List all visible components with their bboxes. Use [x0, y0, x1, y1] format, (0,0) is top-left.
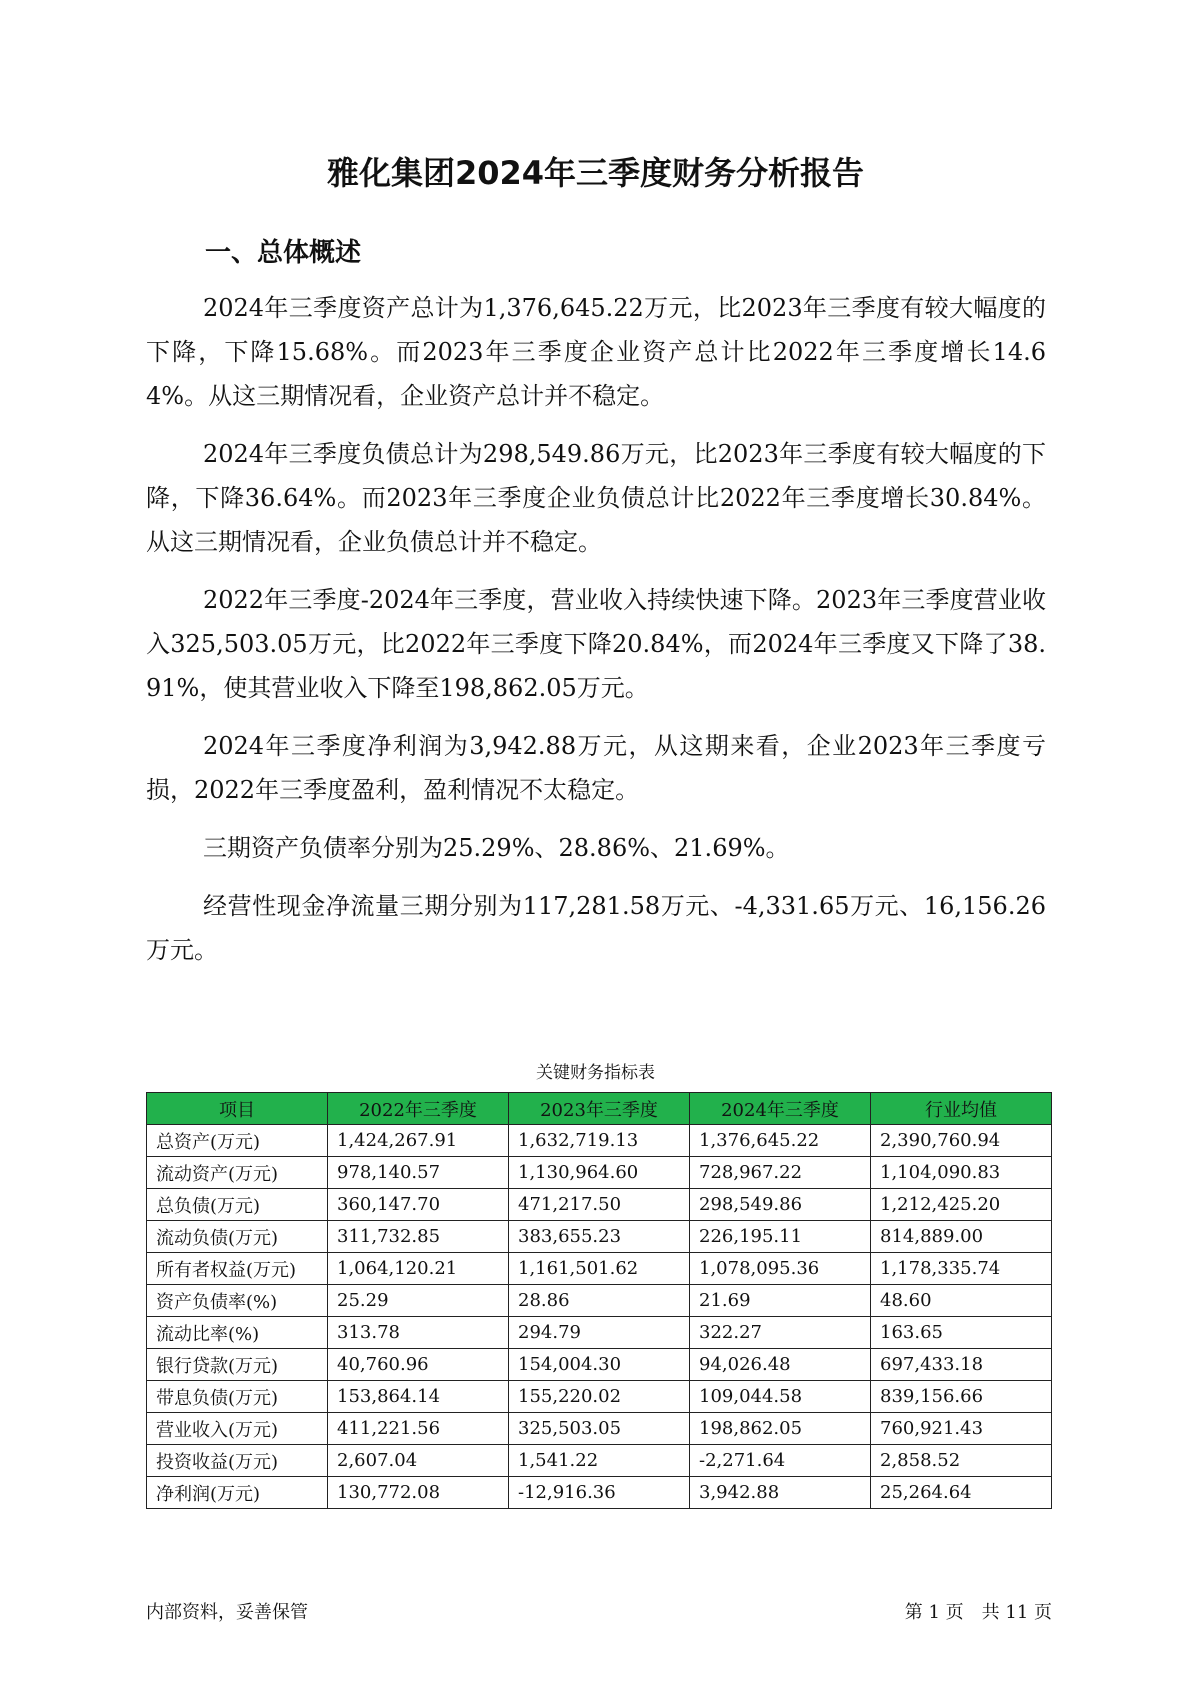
table-cell: 130,772.08: [328, 1477, 509, 1509]
row-label: 总负债(万元): [147, 1189, 328, 1221]
table-cell: 322.27: [690, 1317, 871, 1349]
table-row: [147, 1477, 1052, 1509]
table-cell: 311,732.85: [328, 1221, 509, 1253]
table-cell: 226,195.11: [690, 1221, 871, 1253]
table-row: [147, 1189, 1052, 1221]
table-cell: 2,390,760.94: [871, 1125, 1052, 1157]
paragraph-revenue: 2022年三季度-2024年三季度，营业收入持续快速下降。2023年三季度营业收入325,503.05万元，比2022年三季度下降20.84%，而2024年三季度又下降了38.91%，使其营业收入下降至198,862.05万元。: [146, 586, 1046, 702]
row-label: 投资收益(万元): [147, 1445, 328, 1477]
paragraph-total-assets: 2024年三季度资产总计为1,376,645.22万元，比2023年三季度有较大幅度的下降，下降15.68%。而2023年三季度企业资产总计比2022年三季度增长14.64%。从这三期情况看，企业资产总计并不稳定。: [146, 294, 1046, 410]
table-cell: 153,864.14: [328, 1381, 509, 1413]
report-title: 雅化集团2024年三季度财务分析报告: [326, 154, 865, 192]
paragraph-net-profit: 2024年三季度净利润为3,942.88万元，从这期来看，企业2023年三季度亏损，2022年三季度盈利，盈利情况不太稳定。: [146, 732, 1046, 804]
table-cell: 1,212,425.20: [871, 1189, 1052, 1221]
row-label: 带息负债(万元): [147, 1381, 328, 1413]
table-row: [147, 1157, 1052, 1189]
table-cell: 1,178,335.74: [871, 1253, 1052, 1285]
footer-page-number: 第 1 页 共 11 页: [904, 1602, 1052, 1623]
table-cell: 814,889.00: [871, 1221, 1052, 1253]
table-row: [147, 1413, 1052, 1445]
table-cell: 1,161,501.62: [509, 1253, 690, 1285]
table-cell: 1,424,267.91: [328, 1125, 509, 1157]
table-row: [147, 1381, 1052, 1413]
row-label: 净利润(万元): [147, 1477, 328, 1509]
row-label: 流动负债(万元): [147, 1221, 328, 1253]
table-cell: 163.65: [871, 1317, 1052, 1349]
table-row: [147, 1221, 1052, 1253]
table-cell: -12,916.36: [509, 1477, 690, 1509]
table-cell: 25,264.64: [871, 1477, 1052, 1509]
table-cell: 1,541.22: [509, 1445, 690, 1477]
table-row: [147, 1317, 1052, 1349]
table-cell: 2,858.52: [871, 1445, 1052, 1477]
row-label: 流动比率(%): [147, 1317, 328, 1349]
key-financial-metrics-table: [146, 1092, 1052, 1509]
footer-confidential-note: 内部资料，妥善保管: [146, 1602, 308, 1623]
row-label: 营业收入(万元): [147, 1413, 328, 1445]
table-header-row: [147, 1093, 1052, 1125]
table-cell: 1,632,719.13: [509, 1125, 690, 1157]
table-cell: -2,271.64: [690, 1445, 871, 1477]
table-caption: 关键财务指标表: [536, 1063, 655, 1083]
column-header-2023q3: 2023年三季度: [509, 1093, 690, 1125]
row-label: 所有者权益(万元): [147, 1253, 328, 1285]
table-cell: 2,607.04: [328, 1445, 509, 1477]
table-cell: 1,078,095.36: [690, 1253, 871, 1285]
table-cell: 40,760.96: [328, 1349, 509, 1381]
table-cell: 28.86: [509, 1285, 690, 1317]
column-header-item: 项目: [147, 1093, 328, 1125]
table-cell: 154,004.30: [509, 1349, 690, 1381]
table-cell: 25.29: [328, 1285, 509, 1317]
table-cell: 1,064,120.21: [328, 1253, 509, 1285]
table-cell: 760,921.43: [871, 1413, 1052, 1445]
table-cell: 1,104,090.83: [871, 1157, 1052, 1189]
table-cell: 155,220.02: [509, 1381, 690, 1413]
row-label: 总资产(万元): [147, 1125, 328, 1157]
table-cell: 697,433.18: [871, 1349, 1052, 1381]
table-cell: 294.79: [509, 1317, 690, 1349]
table-cell: 198,862.05: [690, 1413, 871, 1445]
table-row: [147, 1445, 1052, 1477]
row-label: 流动资产(万元): [147, 1157, 328, 1189]
table-cell: 48.60: [871, 1285, 1052, 1317]
table-cell: 21.69: [690, 1285, 871, 1317]
table-row: [147, 1125, 1052, 1157]
table-cell: 109,044.58: [690, 1381, 871, 1413]
table-cell: 1,130,964.60: [509, 1157, 690, 1189]
column-header-industry-average: 行业均值: [871, 1093, 1052, 1125]
table-cell: 383,655.23: [509, 1221, 690, 1253]
table-cell: 313.78: [328, 1317, 509, 1349]
table-cell: 411,221.56: [328, 1413, 509, 1445]
table-row: [147, 1253, 1052, 1285]
section-heading-overview: 一、总体概述: [205, 238, 362, 268]
table-cell: 728,967.22: [690, 1157, 871, 1189]
table-cell: 94,026.48: [690, 1349, 871, 1381]
table-row: [147, 1285, 1052, 1317]
paragraph-debt-ratio: 三期资产负债率分别为25.29%、28.86%、21.69%。: [203, 834, 790, 862]
table-cell: 471,217.50: [509, 1189, 690, 1221]
table-cell: 360,147.70: [328, 1189, 509, 1221]
overview-body: [146, 286, 1046, 986]
paragraph-total-liabilities: 2024年三季度负债总计为298,549.86万元，比2023年三季度有较大幅度的下降，下降36.64%。而2023年三季度企业负债总计比2022年三季度增长30.84%。从这三期情况看，企业负债总计并不稳定。: [146, 440, 1046, 556]
column-header-2024q3: 2024年三季度: [690, 1093, 871, 1125]
row-label: 资产负债率(%): [147, 1285, 328, 1317]
column-header-2022q3: 2022年三季度: [328, 1093, 509, 1125]
table-cell: 978,140.57: [328, 1157, 509, 1189]
row-label: 银行贷款(万元): [147, 1349, 328, 1381]
table-row: [147, 1349, 1052, 1381]
table-cell: 325,503.05: [509, 1413, 690, 1445]
table-cell: 3,942.88: [690, 1477, 871, 1509]
table-cell: 1,376,645.22: [690, 1125, 871, 1157]
table-cell: 839,156.66: [871, 1381, 1052, 1413]
table-cell: 298,549.86: [690, 1189, 871, 1221]
paragraph-operating-cash-flow: 经营性现金净流量三期分别为117,281.58万元、-4,331.65万元、16,156.26万元。: [146, 892, 1046, 964]
